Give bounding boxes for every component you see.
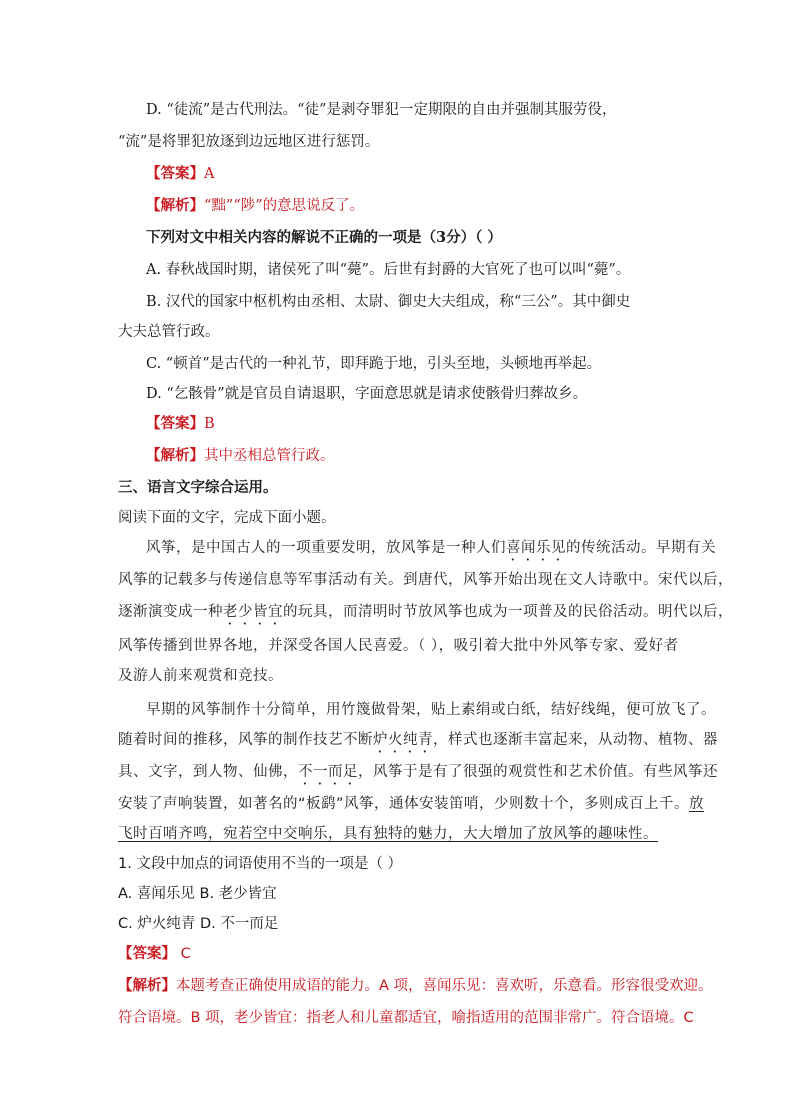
passage-text: 逐渐演变成一种 (118, 604, 223, 620)
passage-p1-line1 (146, 538, 716, 564)
analysis-tag: 【解析】 (146, 447, 204, 464)
passage-p1-line5: 及游人前来观赏和竞技。 (118, 668, 283, 684)
answer-tag: 【答案】 (146, 165, 204, 182)
analysis-tag: 【解析】 (118, 978, 176, 994)
passage-p1-line4: 风筝传播到世界各地，并深受各国人民喜爱。（ ），吸引着大批中外风筝专家、爱好者 (118, 638, 679, 654)
passage-p1-line3 (118, 602, 733, 628)
answer-value: B (204, 416, 215, 432)
question-2-stem: 下列对文中相关内容的解说不正确的一项是（3分）（ ） (146, 229, 502, 246)
option-d-line2: “流”是将罪犯放逐到边远地区进行惩罚。 (118, 134, 380, 150)
analysis-text: 本题考查正确使用成语的能力。A 项，喜闻乐见：喜欢听，乐意看。形容很受欢迎。 (176, 978, 713, 994)
passage-text: 风筝，是中国古人的一项重要发明，放风筝是一种人们 (146, 540, 506, 556)
analysis-1 (146, 196, 364, 216)
dotted-idiom-a: 喜闻乐见 (506, 540, 566, 556)
question-2-option-b-line2: 大夫总管行政。 (118, 324, 220, 340)
question-3-options-cd: C. 炉火纯青 D. 不一而足 (118, 916, 279, 932)
passage-p2-line2 (118, 730, 718, 756)
passage-p2-line1: 早期的风筝制作十分简单，用竹篾做骨架，贴上素绢或白纸，结好线绳，便可放飞了。 (146, 702, 716, 718)
analysis-text: “黜”“陟”的意思说反了。 (204, 198, 365, 214)
dotted-idiom-c: 炉火纯青 (373, 732, 433, 748)
passage-p2-line4 (118, 794, 704, 814)
passage-p2-line3 (118, 762, 718, 788)
answer-value: C (180, 946, 191, 962)
passage-text: ，风筝于是有了很强的观赏性和艺术价值。有些风筝还 (358, 764, 718, 780)
analysis-text: 其中丞相总管行政。 (204, 448, 335, 464)
analysis-3-line2: 符合语境。B 项，老少皆宜：指老人和儿童都适宜，喻指适用的范围非常广。符合语境。C (118, 1010, 694, 1026)
analysis-tag: 【解析】 (146, 197, 204, 214)
passage-p1-line2: 风筝的记载多与传递信息等军事活动有关。到唐代，风筝开始出现在文人诗歌中。宋代以后， (118, 572, 733, 588)
passage-text: 的玩具，而清明时节放风筝也成为一项普及的民俗活动。明代以后， (283, 604, 733, 620)
passage-text: 具、文字，到人物、仙佛， (118, 764, 298, 780)
analysis-2 (146, 446, 335, 466)
passage-text: 随着时间的推移，风筝的制作技艺不断 (118, 732, 373, 748)
question-3-stem: 1. 文段中加点的词语使用不当的一项是（ ） (118, 856, 403, 872)
analysis-3-line1 (118, 976, 713, 996)
dotted-idiom-d: 不一而足 (298, 764, 358, 780)
answer-tag: 【答案】 (146, 415, 204, 432)
underlined-sentence-start: 放 (689, 796, 705, 812)
answer-tag: 【答案】 (118, 946, 176, 962)
question-2-option-b-line1: B. 汉代的国家中枢机构由丞相、太尉、御史大夫组成，称“三公”。其中御史 (146, 294, 631, 310)
answer-1 (146, 164, 214, 184)
section-3-intro: 阅读下面的文字，完成下面小题。 (118, 510, 336, 526)
passage-text: ，样式也逐渐丰富起来，从动物、植物、器 (433, 732, 718, 748)
question-2-option-a: A. 春秋战国时期，诸侯死了叫“薨”。后世有封爵的大官死了也可以叫“薨”。 (146, 262, 631, 278)
question-2-option-d: D. “乞骸骨”就是官员自请退职，字面意思就是请求使骸骨归葬故乡。 (146, 386, 588, 402)
passage-text: 安装了声响装置，如著名的“板鹞”风筝，通体安装笛哨，少则数十个，多则成百上千。 (118, 796, 690, 812)
answer-value: A (204, 166, 215, 182)
question-2-option-c: C. “顿首”是古代的一种礼节，即拜跪于地，引头至地，头顿地再举起。 (146, 356, 602, 372)
option-d-line1: D. “徒流”是古代刑法。“徒”是剥夺罪犯一定期限的自由并强制其服劳役， (146, 102, 617, 118)
passage-text: 的传统活动。早期有关 (566, 540, 716, 556)
section-3-heading: 三、语言文字综合运用。 (118, 479, 278, 496)
answer-2 (146, 414, 215, 434)
question-3-options-ab: A. 喜闻乐见 B. 老少皆宜 (118, 886, 277, 902)
underlined-sentence: 飞时百哨齐鸣，宛若空中交响乐，具有独特的魅力，大大增加了放风筝的趣味性。 (118, 826, 658, 842)
answer-3 (118, 944, 191, 964)
dotted-idiom-b: 老少皆宜 (223, 604, 283, 620)
